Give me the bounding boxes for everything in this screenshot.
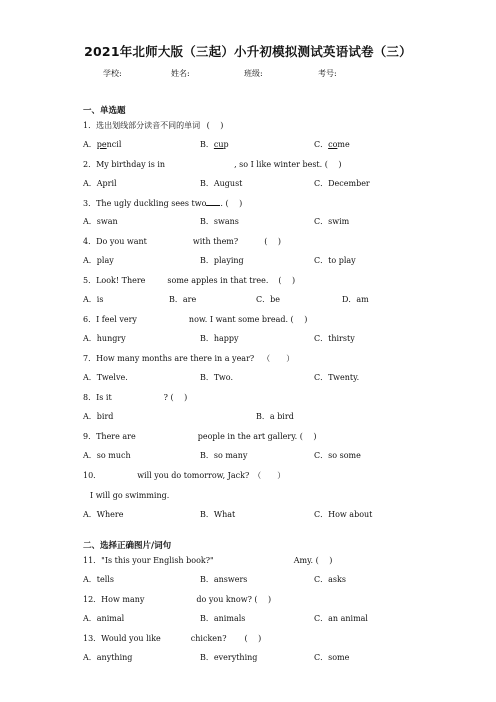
section-heading-single-choice: 一、单选题 — [83, 106, 126, 116]
q11-option-b[interactable]: B．answers — [200, 575, 248, 584]
q5-option-b[interactable]: B．are — [169, 295, 197, 304]
q9-option-a[interactable]: A．so much — [83, 451, 131, 460]
q1-option-c[interactable]: C．come — [314, 140, 350, 149]
q6-option-c[interactable]: C．thirsty — [314, 334, 355, 343]
q3-option-c[interactable]: C．swim — [314, 217, 350, 226]
question-8: 8．Is it ? ( ) — [83, 393, 188, 402]
q6-option-a[interactable]: A．hungry — [83, 334, 126, 343]
exam-number-label: 考号: — [318, 69, 337, 78]
q1-option-b[interactable]: B．cup — [200, 140, 229, 149]
question-7: 7．How many months are there in a year? （ ） — [83, 354, 295, 363]
q10-option-b[interactable]: B．What — [200, 510, 236, 519]
class-label: 班级: — [244, 69, 263, 78]
q6-option-b[interactable]: B．happy — [200, 334, 239, 343]
q1-option-a[interactable]: A．pencil — [83, 140, 122, 149]
q7-option-c[interactable]: C．Twenty. — [314, 373, 360, 382]
question-12: 12．How many do you know? ( ) — [83, 595, 272, 604]
page-title: 2021年北师大版（三起）小升初模拟测试英语试卷（三） — [84, 44, 412, 59]
question-11: 11．"Is this your English book?" Amy. ( ) — [83, 556, 333, 565]
name-label: 姓名: — [171, 69, 190, 78]
q8-option-a[interactable]: A．bird — [83, 412, 114, 421]
school-label: 学校: — [103, 69, 122, 78]
q4-option-a[interactable]: A．play — [83, 256, 114, 265]
question-2: 2．My birthday is in , so I like winter best. ( ) — [83, 160, 342, 169]
q4-option-c[interactable]: C．to play — [314, 256, 356, 265]
question-3: 3．The ugly duckling sees two . ( ) — [83, 199, 243, 208]
question-6: 6．I feel very now. I want some bread. ( ) — [83, 315, 308, 324]
q9-option-c[interactable]: C．so some — [314, 451, 361, 460]
q13-option-c[interactable]: C．some — [314, 653, 350, 662]
q3-option-a[interactable]: A．swan — [83, 217, 118, 226]
q12-option-c[interactable]: C．an animal — [314, 614, 368, 623]
q8-option-b[interactable]: B．a bird — [256, 412, 294, 421]
question-10: 10． will you do tomorrow, Jack? （ ） — [83, 471, 286, 480]
q13-option-b[interactable]: B．everything — [200, 653, 258, 662]
q9-option-b[interactable]: B．so many — [200, 451, 248, 460]
question-10-answer-line: I will go swimming. — [90, 491, 170, 500]
q5-option-a[interactable]: A．is — [83, 295, 104, 304]
question-9: 9．There are people in the art gallery. ( ) — [83, 432, 317, 441]
question-4: 4．Do you want with them? ( ) — [83, 237, 281, 246]
q7-option-a[interactable]: A．Twelve. — [83, 373, 128, 382]
q2-option-b[interactable]: B．August — [200, 179, 243, 188]
q10-option-c[interactable]: C．How about — [314, 510, 373, 519]
q5-option-c[interactable]: C．be — [256, 295, 280, 304]
q7-option-b[interactable]: B．Two. — [200, 373, 233, 382]
q2-option-c[interactable]: C．December — [314, 179, 370, 188]
q3-option-b[interactable]: B．swans — [200, 217, 239, 226]
q5-option-d[interactable]: D．am — [342, 295, 369, 304]
question-5: 5．Look! There some apples in that tree. ( ) — [83, 276, 296, 285]
q11-option-c[interactable]: C．asks — [314, 575, 346, 584]
q12-option-b[interactable]: B．animals — [200, 614, 246, 623]
q10-option-a[interactable]: A．Where — [83, 510, 124, 519]
section-heading-choose-picture: 二、选择正确图片/词句 — [83, 541, 172, 551]
q13-option-a[interactable]: A．anything — [83, 653, 133, 662]
question-13: 13．Would you like chicken? ( ) — [83, 634, 262, 643]
q2-option-a[interactable]: A．April — [83, 179, 117, 188]
question-1: 1．选出划线部分读音不同的单词 ( ) — [83, 121, 224, 130]
q11-option-a[interactable]: A．tells — [83, 575, 114, 584]
q4-option-b[interactable]: B．playing — [200, 256, 244, 265]
q12-option-a[interactable]: A．animal — [83, 614, 125, 623]
